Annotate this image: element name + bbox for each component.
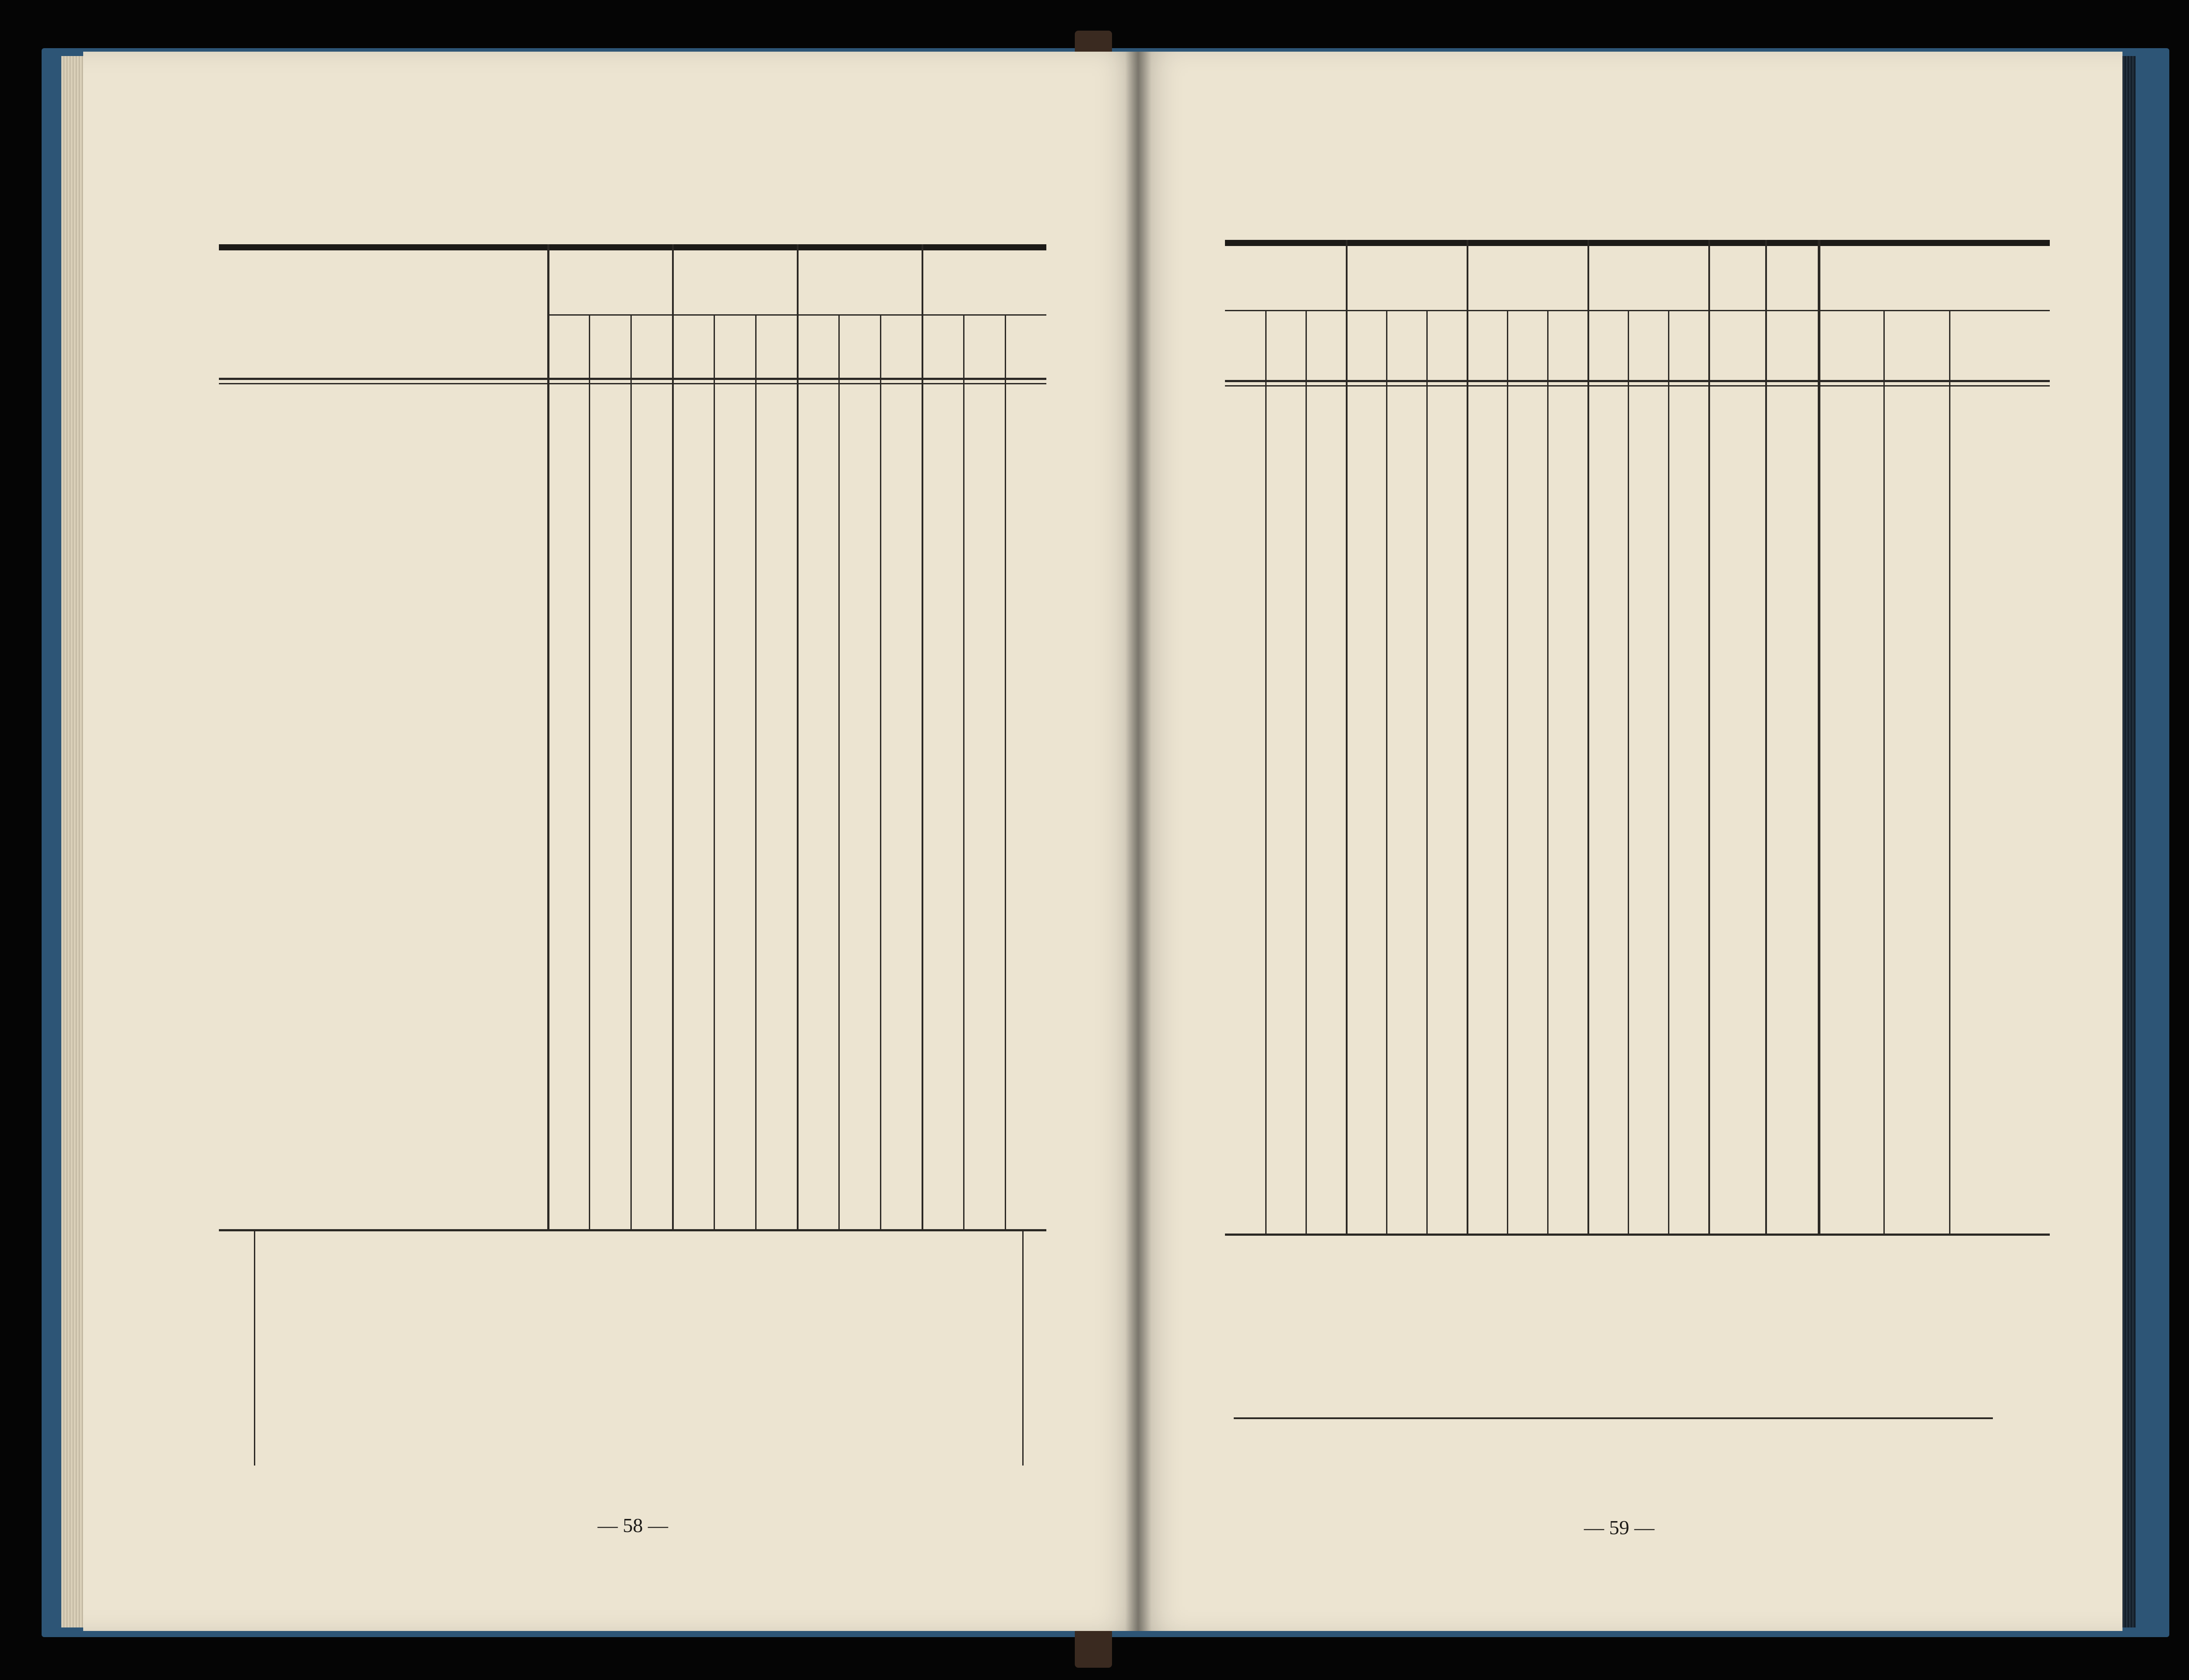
sub-divider-0-1 [589, 314, 590, 1229]
gutter-shadow [1125, 52, 1151, 1631]
group-divider-3 [1587, 240, 1589, 1234]
header-bottom-rule [1225, 380, 2050, 382]
group-underline-4 [1708, 310, 1765, 311]
sub-divider-6-2 [1949, 310, 1950, 1234]
right-operations-table [1137, 52, 2122, 1631]
group-underline-1 [672, 314, 797, 316]
bottom-right-border [1022, 1229, 1024, 1466]
group-underline-5 [1765, 310, 1818, 311]
sub-divider-3-1 [1628, 310, 1629, 1234]
sub-divider-1-1 [1386, 310, 1387, 1234]
group-divider-5 [1765, 240, 1767, 1234]
label-col-divider [547, 244, 549, 1229]
sub-divider-6-1 [1883, 310, 1885, 1234]
sub-divider-1-1 [714, 314, 715, 1229]
group-divider-6 [1818, 240, 1820, 1234]
left-operations-table [83, 52, 1143, 1631]
group-underline-6 [1818, 310, 2050, 311]
body-bottom-rule [219, 1229, 1046, 1231]
group-divider-4 [1708, 240, 1710, 1234]
sub-divider-1-2 [755, 314, 757, 1229]
group-divider-2 [1467, 240, 1468, 1234]
sub-divider-3-1 [963, 314, 964, 1229]
group-underline-0 [547, 314, 672, 316]
sub-divider-0-2 [1306, 310, 1307, 1234]
group-underline-2 [797, 314, 922, 316]
right-page [1137, 52, 2122, 1631]
group-divider-2 [797, 244, 799, 1229]
sub-divider-1-2 [1426, 310, 1428, 1234]
sub-divider-2-1 [1507, 310, 1508, 1234]
group-underline-3 [922, 314, 1046, 316]
sub-divider-0-2 [630, 314, 632, 1229]
sub-divider-0-1 [1265, 310, 1267, 1234]
top-rule [1225, 240, 2050, 246]
group-underline-2 [1467, 310, 1587, 311]
sub-divider-3-2 [1668, 310, 1669, 1234]
group-divider-3 [922, 244, 923, 1229]
footer-bottom-rule [1234, 1417, 1993, 1419]
body-bottom-rule [1225, 1234, 2050, 1236]
sub-divider-2-1 [838, 314, 840, 1229]
group-divider-1 [1346, 240, 1348, 1234]
sub-divider-2-2 [880, 314, 881, 1229]
bottom-left-border [254, 1229, 255, 1466]
page-number-left: — 58 — [598, 1514, 668, 1536]
group-underline-3 [1587, 310, 1708, 311]
sub-divider-3-2 [1005, 314, 1006, 1229]
header-bottom-rule-2 [1225, 385, 2050, 387]
page-number-right: — 59 — [1584, 1516, 1654, 1539]
left-page [83, 52, 1143, 1631]
group-divider-1 [672, 244, 674, 1229]
group-underline-1 [1346, 310, 1467, 311]
sub-divider-2-2 [1547, 310, 1548, 1234]
group-underline-0 [1225, 310, 1346, 311]
